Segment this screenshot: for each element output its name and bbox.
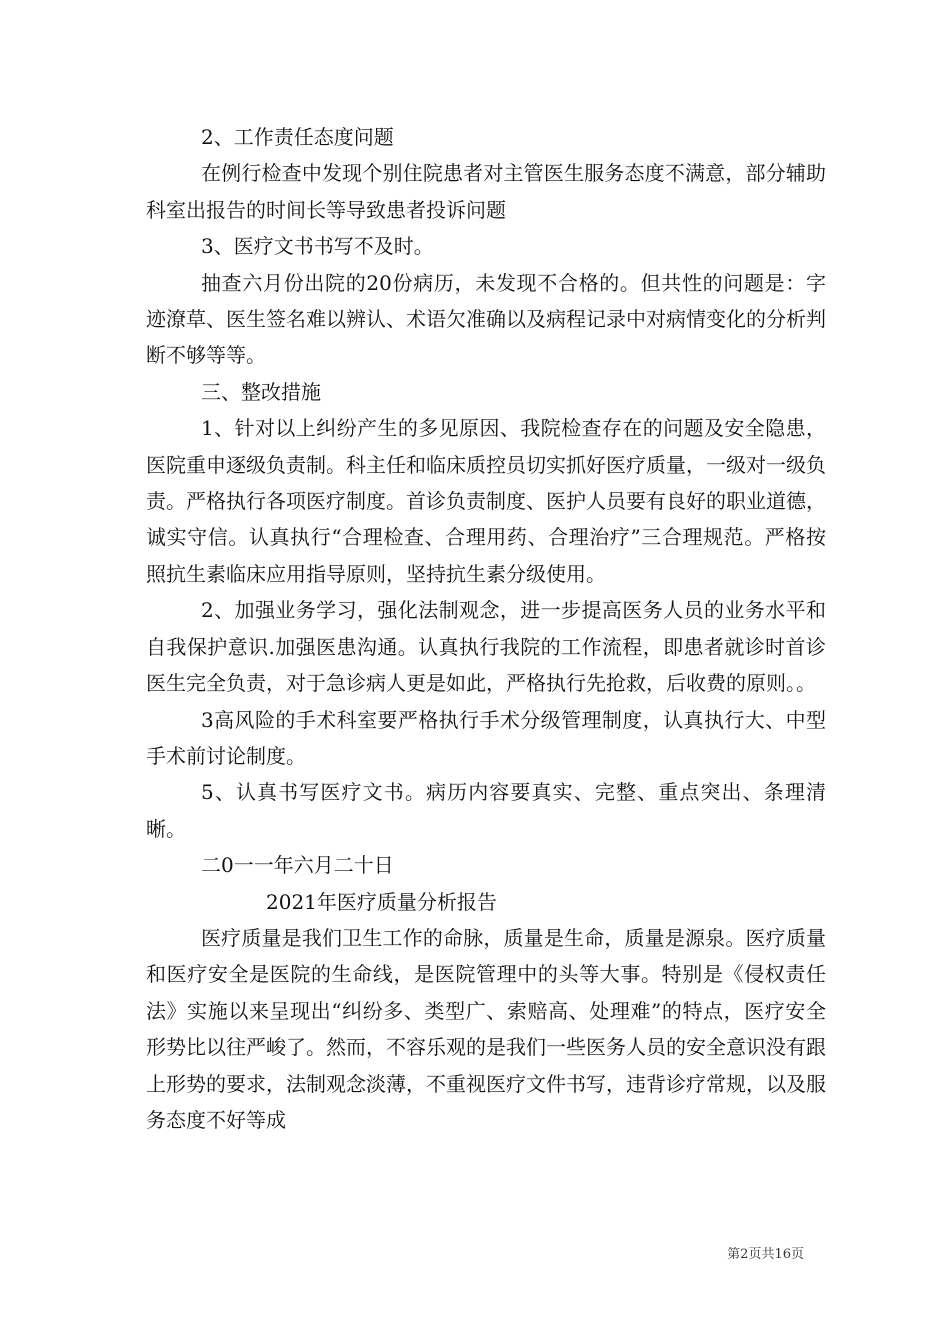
heading-work-attitude: 2、工作责任态度问题 bbox=[201, 125, 394, 149]
paragraph-patient-complaints: 在例行检查中发现个别住院患者对主管医生服务态度不满意，部分辅助科室出报告的时间长等导致患者投诉问题 bbox=[146, 161, 826, 222]
paragraph-measure-5: 5、认真书写医疗文书。病历内容要真实、完整、重点突出、条理清晰。 bbox=[146, 780, 826, 841]
report-title: 2021年医疗质量分析报告 bbox=[266, 889, 497, 914]
paragraph-measure-1: 1、针对以上纠纷产生的多见原因、我院检查存在的问题及安全隐患，医院重申逐级负责制。科主任和临床质控员切实抓好医疗质量，一级对一级负责。严格执行各项医疗制度。首诊负责制度、医护人员要有良好的职业道德，诚实守信。认真执行“合理检查、合理用药、合理治疗”三合理规范。严格按照抗生素临床应用指导原则，坚持抗生素分级使用。 bbox=[146, 416, 826, 586]
paragraph-measure-3: 3高风险的手术科室要严格执行手术分级管理制度，认真执行大、中型手术前讨论制度。 bbox=[146, 707, 826, 768]
paragraph-record-check: 抽查六月份出院的20份病历，未发现不合格的。但共性的问题是：字迹潦草、医生签名难以辨认、术语欠准确以及病程记录中对病情变化的分析判断不够等等。 bbox=[146, 270, 826, 368]
heading-rectification-measures: 三、整改措施 bbox=[201, 379, 321, 404]
page-number: 第2页共16页 bbox=[727, 1247, 804, 1262]
document-body bbox=[146, 119, 826, 1138]
report-intro-paragraph: 医疗质量是我们卫生工作的命脉，质量是生命，质量是源泉。医疗质量和医疗安全是医院的生命线，是医院管理中的头等大事。特别是《侵权责任法》实施以来呈现出“纠纷多、类型广、索赔高、处理难”的特点，医疗安全形势比以往严峻了。然而，不容乐观的是我们一些医务人员的安全意识没有跟上形势的要求，法制观念淡薄，不重视医疗文件书写，违背诊疗常规，以及服务态度不好等成 bbox=[146, 925, 826, 1132]
heading-medical-documents: 3、医疗文书书写不及时。 bbox=[201, 234, 434, 259]
paragraph-measure-2: 2、加强业务学习，强化法制观念，进一步提高医务人员的业务水平和自我保护意识.加强医患沟通。认真执行我院的工作流程，即患者就诊时首诊医生完全负责，对于急诊病人更是如此，严格执行先抢救，后收费的原则。。 bbox=[146, 598, 826, 696]
document-date: 二0一一年六月二十日 bbox=[201, 853, 394, 878]
